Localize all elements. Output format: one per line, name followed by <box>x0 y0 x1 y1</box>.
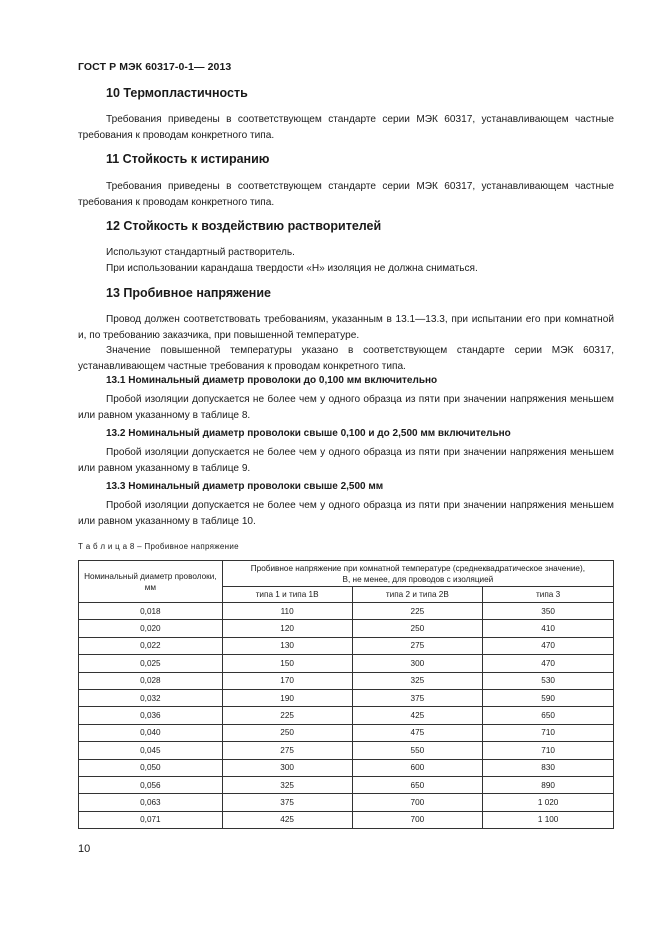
table-header-type-1: типа 1 и типа 1В <box>222 587 352 603</box>
table-header-group-line-1: Пробивное напряжение при комнатной температуре (среднеквадратическое значение), <box>250 563 585 573</box>
cell-type-1: 425 <box>222 811 352 828</box>
section-10-title: 10 Термопластичность <box>106 86 248 100</box>
table-caption: Т а б л и ц а 8 – Пробивное напряжение <box>78 542 239 551</box>
cell-diameter: 0,018 <box>79 603 223 620</box>
cell-type-3: 410 <box>483 620 614 637</box>
cell-type-3: 1 100 <box>483 811 614 828</box>
cell-type-1: 170 <box>222 672 352 689</box>
section-12-text <box>78 245 614 276</box>
table-row <box>79 655 614 672</box>
cell-type-3: 530 <box>483 672 614 689</box>
cell-type-2: 275 <box>352 637 483 654</box>
page-number: 10 <box>78 843 91 855</box>
section-12-title: 12 Стойкость к воздействию растворителей <box>106 219 382 233</box>
cell-type-1: 375 <box>222 794 352 811</box>
subsection-13-3-text: Пробой изоляции допускается не более чем у одного образца из пяти при значении напряжения меньшем или равном указанному в таблице 10. <box>78 500 614 527</box>
table-header-breakdown-voltage <box>222 561 613 587</box>
table-header-type-3: типа 3 <box>483 587 614 603</box>
cell-type-1: 120 <box>222 620 352 637</box>
cell-type-3: 710 <box>483 724 614 741</box>
section-11-title: 11 Стойкость к истиранию <box>106 152 270 166</box>
cell-type-2: 700 <box>352 794 483 811</box>
section-11-text: Требования приведены в соответствующем стандарте серии МЭК 60317, устанавливающем частные требования к проводам конкретного типа. <box>78 181 614 208</box>
cell-diameter: 0,022 <box>79 637 223 654</box>
section-13-text <box>78 312 614 374</box>
cell-diameter: 0,050 <box>79 759 223 776</box>
section-12-line-2: При использовании карандаша твердости «H» изоляция не должна сниматься. <box>106 262 478 274</box>
section-13-paragraph-2: Значение повышенной температуры указано в соответствующем стандарте серии МЭК 60317, устанавливающем частные требования к проводам конкретного типа. <box>78 345 614 372</box>
cell-type-2: 325 <box>352 672 483 689</box>
cell-diameter: 0,045 <box>79 742 223 759</box>
cell-type-1: 250 <box>222 724 352 741</box>
cell-type-1: 275 <box>222 742 352 759</box>
section-10-text: Требования приведены в соответствующем стандарте серии МЭК 60317, устанавливающем частные требования к проводам конкретного типа. <box>78 114 614 141</box>
cell-type-1: 300 <box>222 759 352 776</box>
breakdown-voltage-table <box>78 560 614 829</box>
cell-type-3: 590 <box>483 689 614 706</box>
table-row <box>79 603 614 620</box>
table-row <box>79 811 614 828</box>
cell-type-3: 830 <box>483 759 614 776</box>
section-13-title: 13 Пробивное напряжение <box>106 286 271 300</box>
cell-diameter: 0,036 <box>79 707 223 724</box>
cell-type-1: 150 <box>222 655 352 672</box>
cell-type-2: 600 <box>352 759 483 776</box>
cell-type-3: 470 <box>483 637 614 654</box>
table-row <box>79 637 614 654</box>
cell-type-3: 350 <box>483 603 614 620</box>
table-row <box>79 794 614 811</box>
cell-type-1: 190 <box>222 689 352 706</box>
table-row <box>79 707 614 724</box>
cell-type-3: 710 <box>483 742 614 759</box>
table-row <box>79 776 614 793</box>
cell-type-2: 250 <box>352 620 483 637</box>
cell-type-1: 110 <box>222 603 352 620</box>
cell-type-3: 650 <box>483 707 614 724</box>
table-header-type-2: типа 2 и типа 2В <box>352 587 483 603</box>
cell-type-2: 475 <box>352 724 483 741</box>
table-header-diameter: Номинальный диаметр проволоки, мм <box>79 561 223 603</box>
cell-type-2: 225 <box>352 603 483 620</box>
cell-diameter: 0,040 <box>79 724 223 741</box>
table-row <box>79 672 614 689</box>
cell-type-1: 130 <box>222 637 352 654</box>
table-row <box>79 620 614 637</box>
cell-type-2: 700 <box>352 811 483 828</box>
subsection-13-1-text: Пробой изоляции допускается не более чем у одного образца из пяти при значении напряжения меньшем или равном указанному в таблице 8. <box>78 394 614 421</box>
table-row <box>79 689 614 706</box>
cell-type-2: 375 <box>352 689 483 706</box>
subsection-13-1-title: 13.1 Номинальный диаметр проволоки до 0,100 мм включительно <box>106 375 438 386</box>
table-row <box>79 759 614 776</box>
cell-type-1: 225 <box>222 707 352 724</box>
section-12-line-1: Используют стандартный растворитель. <box>106 247 295 258</box>
table-row <box>79 742 614 759</box>
cell-diameter: 0,056 <box>79 776 223 793</box>
cell-diameter: 0,028 <box>79 672 223 689</box>
cell-type-1: 325 <box>222 776 352 793</box>
document-header: ГОСТ Р МЭК 60317-0-1— 2013 <box>78 61 232 73</box>
cell-diameter: 0,025 <box>79 655 223 672</box>
subsection-13-2-title: 13.2 Номинальный диаметр проволоки свыше 0,100 и до 2,500 мм включительно <box>106 428 511 439</box>
cell-diameter: 0,020 <box>79 620 223 637</box>
cell-diameter: 0,063 <box>79 794 223 811</box>
cell-diameter: 0,071 <box>79 811 223 828</box>
cell-type-2: 550 <box>352 742 483 759</box>
section-13-paragraph-1: Провод должен соответствовать требованиям, указанным в 13.1—13.3, при испытании его при комнатной и, по требованию заказчика, при повышенной температуре. <box>78 314 614 341</box>
cell-type-2: 425 <box>352 707 483 724</box>
cell-type-3: 890 <box>483 776 614 793</box>
cell-type-2: 650 <box>352 776 483 793</box>
cell-diameter: 0,032 <box>79 689 223 706</box>
cell-type-3: 1 020 <box>483 794 614 811</box>
cell-type-3: 470 <box>483 655 614 672</box>
table-row <box>79 724 614 741</box>
subsection-13-2-text: Пробой изоляции допускается не более чем у одного образца из пяти при значении напряжения меньшем или равном указанному в таблице 9. <box>78 447 614 474</box>
subsection-13-3-title: 13.3 Номинальный диаметр проволоки свыше 2,500 мм <box>106 481 384 492</box>
table-header-group-line-2: В, не менее, для проводов с изоляцией <box>342 574 494 584</box>
cell-type-2: 300 <box>352 655 483 672</box>
